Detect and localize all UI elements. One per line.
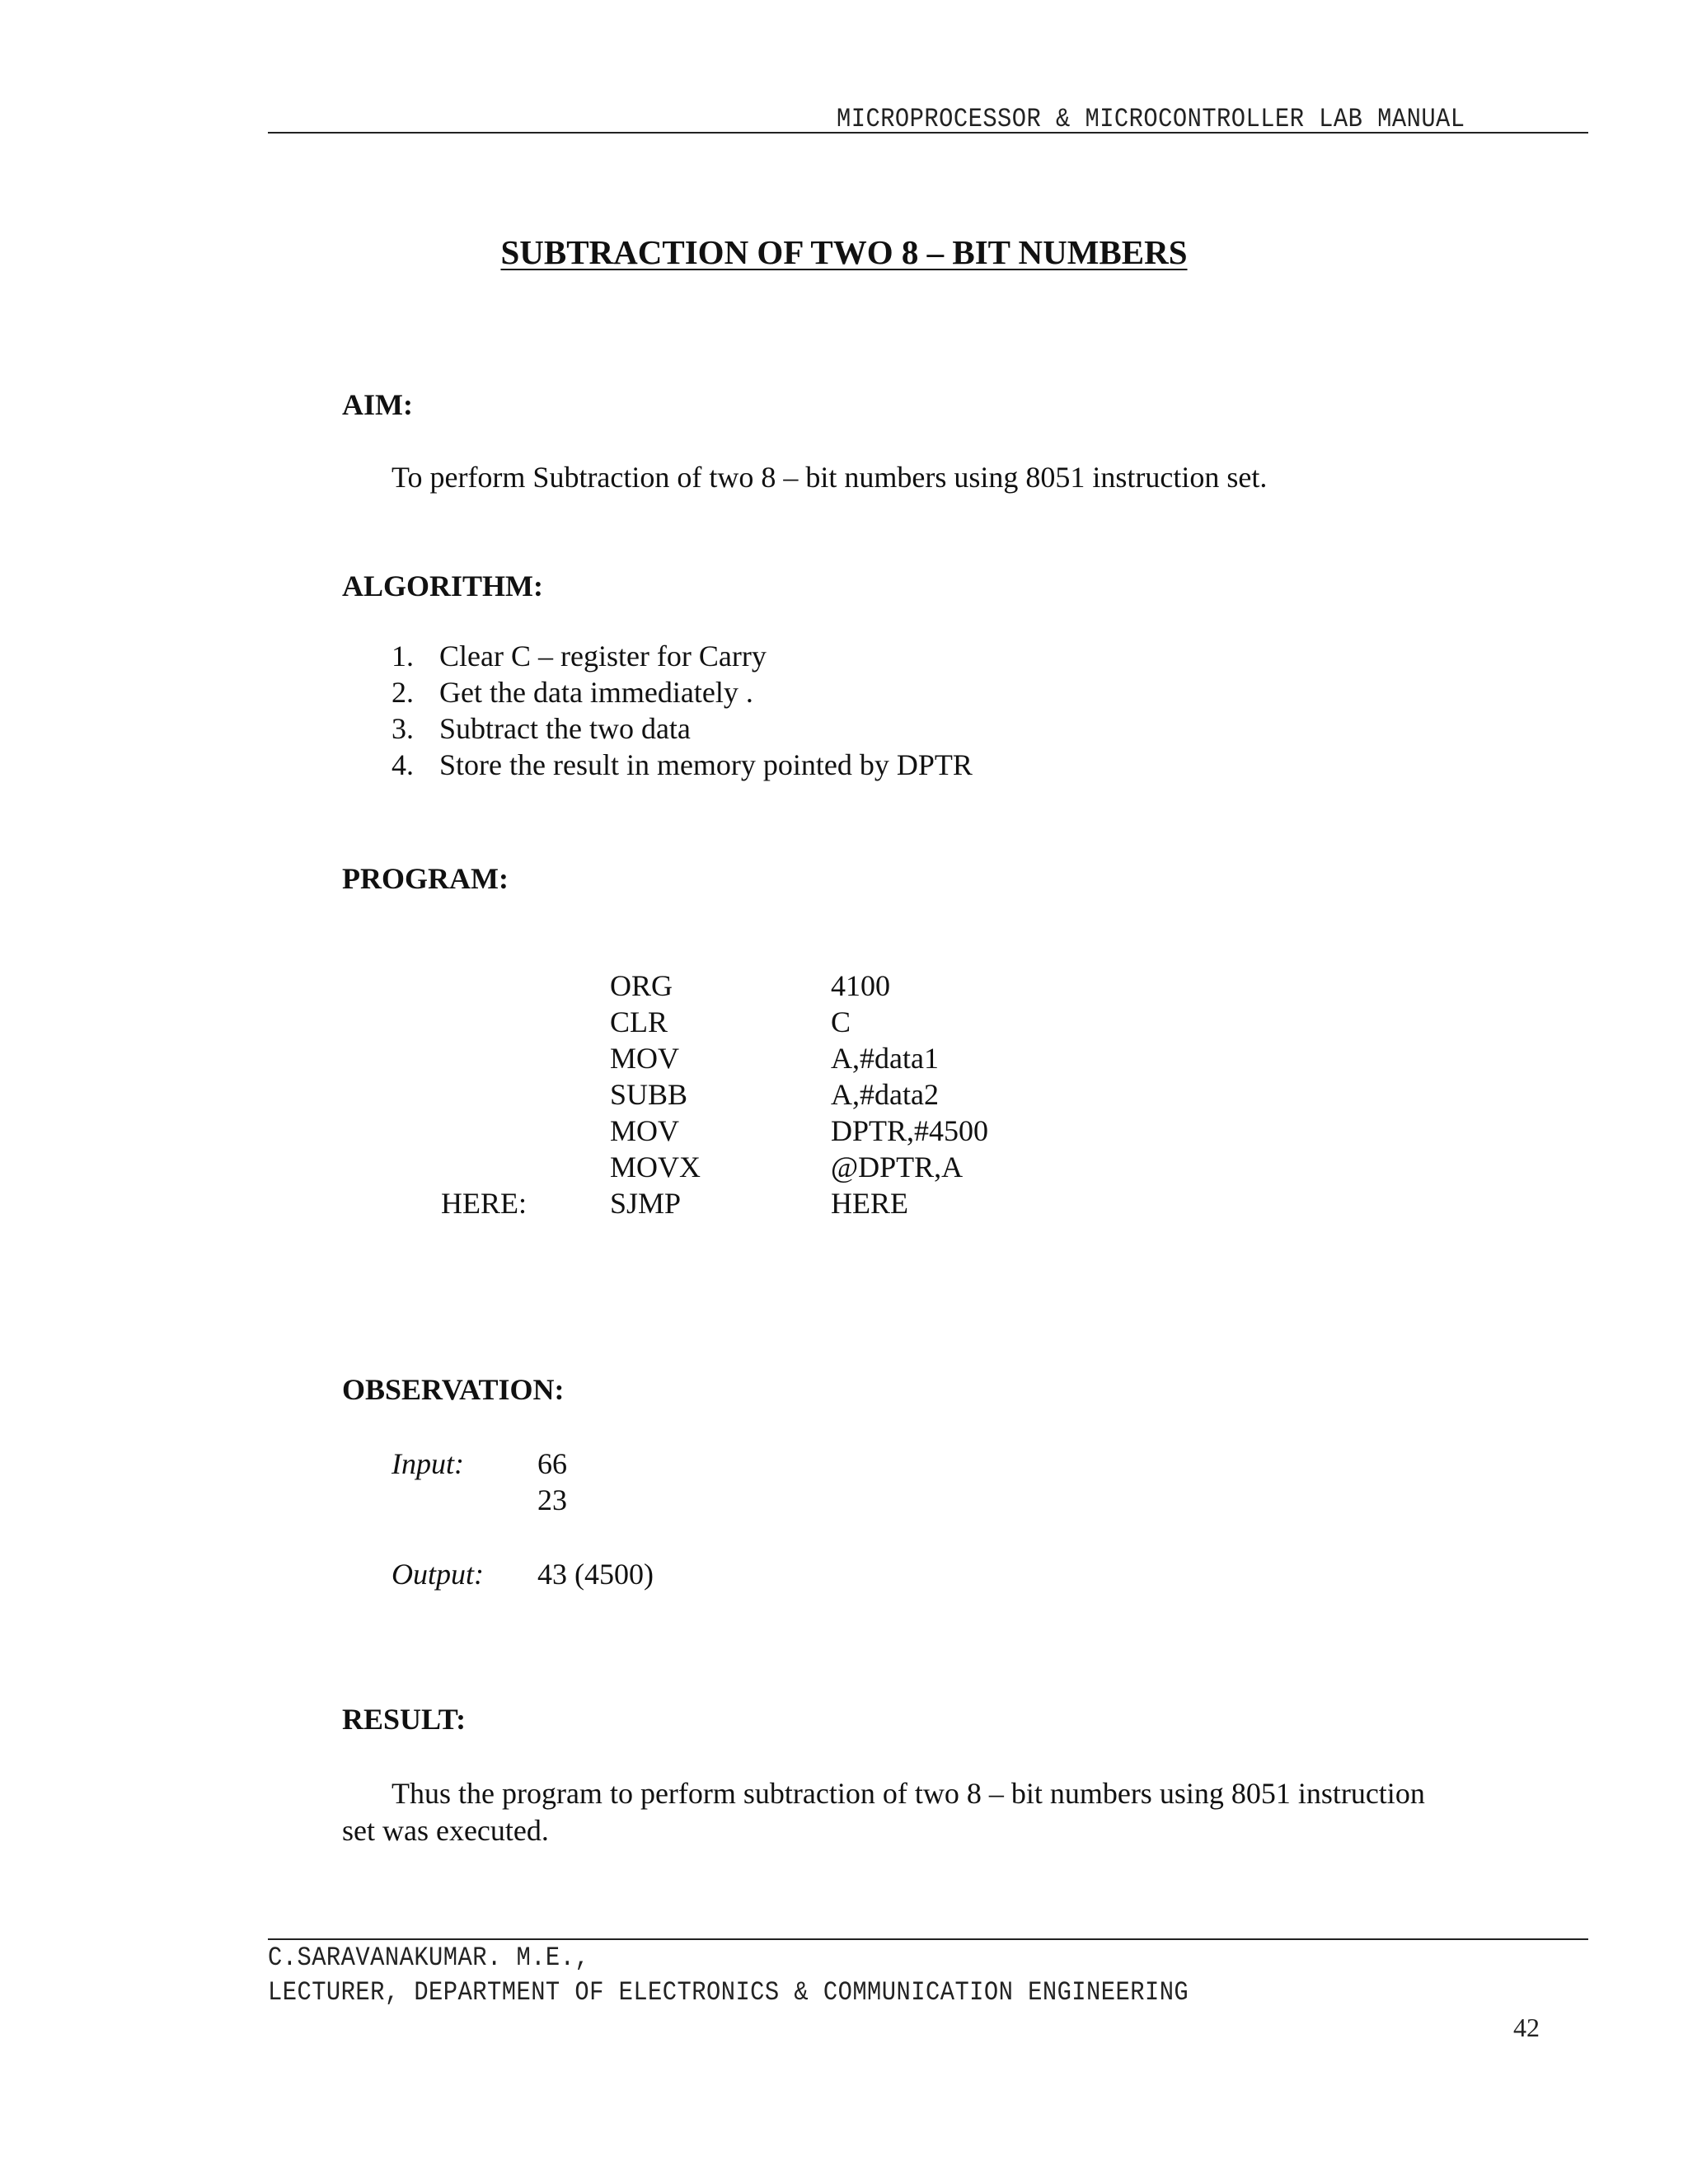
aim-text: To perform Subtraction of two 8 – bit numbers using 8051 instruction set. — [392, 461, 1268, 494]
page-number: 42 — [1513, 2013, 1540, 2042]
code-operand: 4100 — [831, 969, 890, 1002]
page-title: SUBTRACTION OF TWO 8 – BIT NUMBERS — [500, 233, 1188, 271]
list-item — [392, 710, 973, 747]
code-mnemonic: SJMP — [610, 1187, 682, 1220]
step-text: Get the data immediately . — [439, 676, 753, 709]
result-text-line-1: Thus the program to perform subtraction of two 8 – bit numbers using 8051 instruction — [392, 1777, 1425, 1810]
output-value: 43 (4500) — [537, 1558, 654, 1591]
algorithm-heading: ALGORITHM: — [342, 569, 544, 602]
footer-author: C.SARAVANAKUMAR. M.E., — [268, 1943, 590, 1973]
output-label: Output: — [392, 1558, 484, 1591]
step-text: Subtract the two data — [439, 712, 691, 745]
step-number: 4. — [392, 748, 414, 781]
code-mnemonic: SUBB — [610, 1078, 688, 1111]
step-number: 2. — [392, 676, 414, 709]
code-mnemonic: ORG — [610, 969, 673, 1002]
step-number: 3. — [392, 712, 414, 745]
list-item — [392, 638, 973, 674]
step-text: Clear C – register for Carry — [439, 640, 767, 673]
code-operand: DPTR,#4500 — [831, 1114, 989, 1147]
code-operand: HERE — [831, 1187, 908, 1220]
step-text: Store the result in memory pointed by DPTR — [439, 748, 973, 781]
step-number: 1. — [392, 640, 414, 673]
code-mnemonic: MOVX — [610, 1151, 701, 1183]
code-label: HERE: — [441, 1187, 527, 1220]
input-value-2: 23 — [537, 1483, 567, 1516]
result-text-line-2: set was executed. — [342, 1814, 549, 1847]
header-rule — [268, 132, 1588, 134]
result-heading: RESULT: — [342, 1703, 467, 1736]
code-mnemonic: CLR — [610, 1005, 668, 1038]
running-header: MICROPROCESSOR & MICROCONTROLLER LAB MANUAL — [837, 104, 1465, 134]
code-operand: C — [831, 1005, 851, 1038]
program-heading: PROGRAM: — [342, 862, 509, 895]
code-mnemonic: MOV — [610, 1114, 680, 1147]
code-mnemonic: MOV — [610, 1042, 680, 1075]
observation-heading: OBSERVATION: — [342, 1373, 565, 1406]
algorithm-steps — [392, 638, 973, 783]
code-operand: @DPTR,A — [831, 1151, 964, 1183]
list-item — [392, 674, 973, 710]
aim-heading: AIM: — [342, 388, 413, 421]
code-operand: A,#data1 — [831, 1042, 939, 1075]
code-operand: A,#data2 — [831, 1078, 939, 1111]
input-value-1: 66 — [537, 1447, 567, 1480]
input-label: Input: — [392, 1447, 464, 1480]
footer-designation: LECTURER, DEPARTMENT OF ELECTRONICS & COMMUNICATION ENGINEERING — [268, 1977, 1189, 2008]
footer-rule — [268, 1938, 1588, 1940]
list-item — [392, 747, 973, 783]
